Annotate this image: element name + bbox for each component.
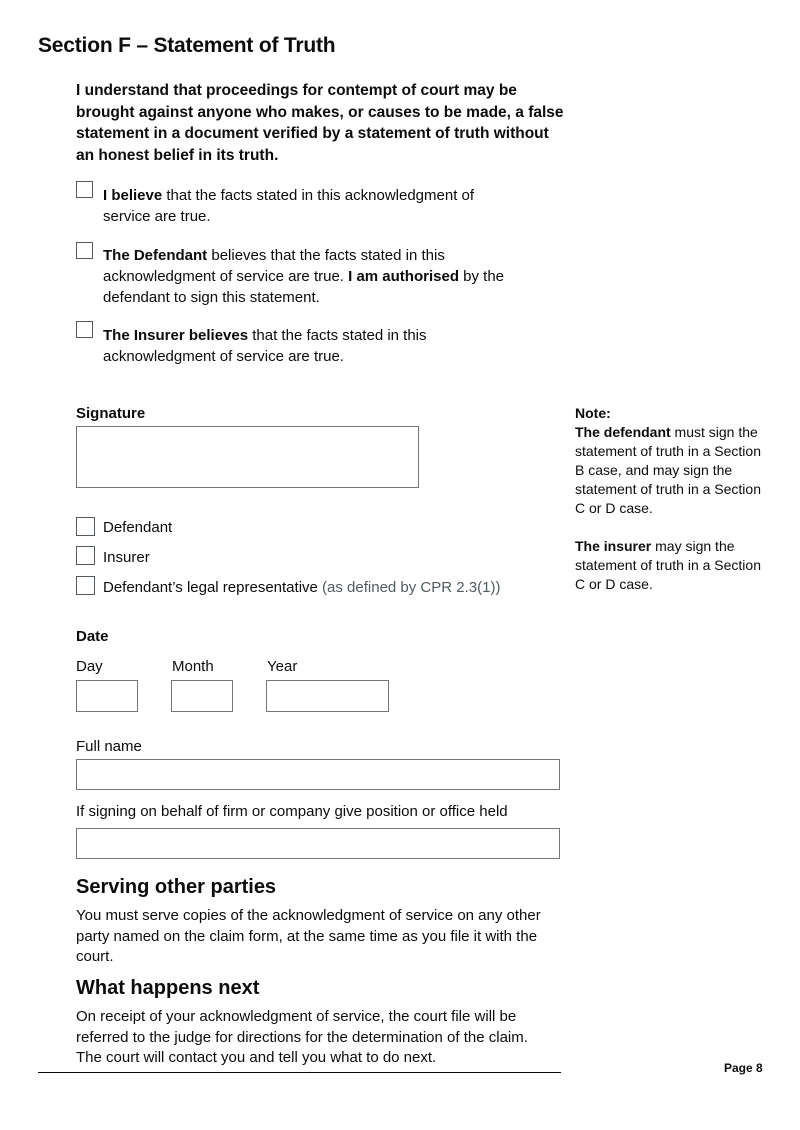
signatory-checkbox-insurer[interactable] [76,546,95,565]
signatory-label-insurer: Insurer [103,549,150,566]
statement-insurer: The Insurer believes that the facts stated in this acknowledgment of service are true. [103,327,427,365]
note-heading: Note: [575,405,611,421]
note-panel [575,404,765,594]
signature-box[interactable] [76,426,419,488]
signature-label: Signature [76,405,146,422]
signatory-label-legal-rep: Defendant’s legal representative (as defined by CPR 2.3(1)) [103,579,501,596]
note-defendant: The defendant must sign the statement of truth in a Section B case, and may sign the statement of truth in a Section C or D case. [575,424,761,516]
position-label: If signing on behalf of firm or company give position or office held [76,803,508,820]
statement-bold: The Defendant [103,247,208,264]
month-input[interactable] [171,680,233,712]
serving-heading: Serving other parties [76,876,277,898]
statement-checkbox-insurer[interactable] [76,321,93,338]
statement-i-believe: I believe that the facts stated in this acknowledgment of service are true. [103,187,475,225]
statement-bold: I believe [103,187,163,204]
statement-bold: The Insurer believes [103,327,249,344]
date-label: Date [76,628,109,645]
footer-rule [38,1072,561,1073]
statement-bold: I am authorised [348,268,459,285]
signatory-checkbox-defendant[interactable] [76,517,95,536]
full-name-input[interactable] [76,759,560,790]
signatory-checkbox-legal-rep[interactable] [76,576,95,595]
year-input[interactable] [266,680,389,712]
serving-text: You must serve copies of the acknowledgment of service on any other party named on the claim form, at the same time as you file it with the court. [76,907,541,966]
section-title: Section F – Statement of Truth [38,34,336,57]
contempt-warning: I understand that proceedings for contempt of court may be brought against anyone who makes, or causes to be made, a false statement in a document verified by a statement of truth without an honest belief in its truth. [76,82,564,164]
statement-checkbox-i-believe[interactable] [76,181,93,198]
note-insurer: The insurer may sign the statement of truth in a Section C or D case. [575,538,761,592]
next-text: On receipt of your acknowledgment of service, the court file will be referred to the judge for directions for the determination of the claim. The court will contact you and tell you what to do next. [76,1008,528,1067]
day-input[interactable] [76,680,138,712]
cpr-reference: (as defined by CPR 2.3(1)) [317,579,501,596]
signatory-label-defendant: Defendant [103,519,173,536]
next-heading: What happens next [76,977,260,999]
page-number: Page 8 [724,1061,763,1075]
year-label: Year [267,658,298,675]
statement-defendant: The Defendant believes that the facts stated in this acknowledgment of service are true. I am authorised by the defendant to sign this statement. [103,247,505,306]
position-input[interactable] [76,828,560,859]
statement-checkbox-defendant[interactable] [76,242,93,259]
full-name-label: Full name [76,738,142,755]
day-label: Day [76,658,103,675]
month-label: Month [172,658,214,675]
